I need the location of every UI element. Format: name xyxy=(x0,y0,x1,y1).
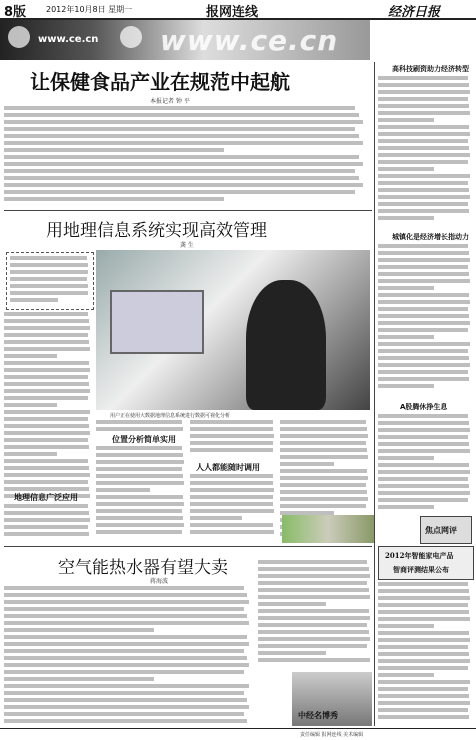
text-line xyxy=(10,256,87,260)
text-line xyxy=(258,588,369,592)
text-line xyxy=(4,106,355,110)
footer-text: 责任编辑 报网连线 美术编辑 xyxy=(300,732,364,738)
text-line xyxy=(4,593,247,597)
text-line xyxy=(4,670,244,674)
text-line xyxy=(378,659,470,663)
gis-subheading-2: 位置分析简单实用 xyxy=(112,435,176,444)
text-line xyxy=(258,560,367,564)
text-line xyxy=(4,190,355,194)
gis-subheading-3: 人人都能随时调用 xyxy=(196,463,260,472)
pull-quote xyxy=(6,252,94,310)
text-line xyxy=(4,487,89,491)
banner-big-text: www.ce.cn xyxy=(160,24,339,57)
text-line xyxy=(4,162,363,166)
text-line xyxy=(280,490,367,494)
text-line xyxy=(4,340,89,344)
text-line xyxy=(4,354,57,358)
heater-article-title: 空气能热水器有望大卖 xyxy=(58,558,228,578)
text-line xyxy=(378,596,470,600)
text-line xyxy=(4,600,249,604)
text-line xyxy=(378,582,468,586)
text-line xyxy=(4,691,244,695)
text-line xyxy=(4,396,88,400)
text-line xyxy=(258,602,326,606)
text-line xyxy=(280,469,367,473)
gis-col1b-body xyxy=(4,504,92,544)
text-line xyxy=(378,435,468,439)
text-line xyxy=(4,466,89,470)
text-line xyxy=(258,630,369,634)
text-line xyxy=(280,427,367,431)
text-line xyxy=(280,420,366,424)
page-number: 8版 xyxy=(4,5,27,20)
text-line xyxy=(280,497,368,501)
text-line xyxy=(190,509,274,513)
text-line xyxy=(4,312,88,316)
text-line xyxy=(378,363,470,367)
text-line xyxy=(258,567,369,571)
text-line xyxy=(4,712,244,716)
text-line xyxy=(378,377,469,381)
text-line xyxy=(378,188,469,192)
text-line xyxy=(190,502,273,506)
text-line xyxy=(378,463,469,467)
text-line xyxy=(4,607,244,611)
text-line xyxy=(4,698,247,702)
gis-photo xyxy=(96,250,370,410)
text-line xyxy=(378,384,434,388)
text-line xyxy=(190,474,273,478)
text-line xyxy=(378,645,468,649)
text-line xyxy=(378,300,470,304)
text-line xyxy=(4,518,90,522)
text-line xyxy=(4,361,89,365)
text-line xyxy=(4,169,355,173)
text-line xyxy=(378,125,469,129)
text-line xyxy=(378,449,470,453)
text-line xyxy=(4,417,88,421)
text-line xyxy=(378,202,468,206)
text-line xyxy=(378,83,469,87)
text-line xyxy=(378,321,470,325)
text-line xyxy=(96,427,183,431)
text-line xyxy=(378,90,470,94)
text-line xyxy=(378,652,469,656)
text-line xyxy=(378,680,470,684)
text-line xyxy=(378,118,434,122)
text-line xyxy=(190,488,274,492)
text-line xyxy=(4,382,89,386)
globe-icon xyxy=(8,26,30,48)
text-line xyxy=(4,525,88,529)
lead-article-body xyxy=(4,106,370,206)
text-line xyxy=(378,610,469,614)
text-line xyxy=(4,431,90,435)
gis-col3a-body xyxy=(190,420,276,460)
text-line xyxy=(378,477,468,481)
blog-logo-text: 中经名博秀 xyxy=(298,711,338,720)
lead-article-title: 让保健食品产业在规范中起航 xyxy=(30,70,290,94)
lead-article-byline: 本报记者 钟 平 xyxy=(150,98,190,105)
text-line xyxy=(4,473,90,477)
appliance-box xyxy=(378,546,474,580)
text-line xyxy=(190,420,273,424)
text-line xyxy=(4,459,88,463)
text-line xyxy=(4,677,154,681)
text-line xyxy=(378,631,469,635)
text-line xyxy=(190,441,273,445)
website-banner xyxy=(0,20,370,60)
text-line xyxy=(4,375,88,379)
text-line xyxy=(10,277,87,281)
text-line xyxy=(378,314,469,318)
text-line xyxy=(4,113,359,117)
text-line xyxy=(190,481,273,485)
newspaper-masthead: 经济日报 xyxy=(388,5,441,20)
section-divider xyxy=(4,210,372,211)
gis-col2b-body xyxy=(96,446,186,542)
text-line xyxy=(378,244,468,248)
right-box1-title: 高科技刷资助力经济转型 xyxy=(392,65,469,73)
text-line xyxy=(378,442,469,446)
text-line xyxy=(378,328,468,332)
text-line xyxy=(378,195,470,199)
text-line xyxy=(378,286,434,290)
text-line xyxy=(4,663,249,667)
text-line xyxy=(378,673,434,677)
text-line xyxy=(4,347,90,351)
text-line xyxy=(378,293,469,297)
text-line xyxy=(378,589,469,593)
text-line xyxy=(378,146,469,150)
text-line xyxy=(4,628,154,632)
text-line xyxy=(378,272,469,276)
section-title: 报网连线 xyxy=(206,5,259,20)
text-line xyxy=(378,687,468,691)
text-line xyxy=(378,666,468,670)
text-line xyxy=(4,127,355,131)
text-line xyxy=(280,504,366,508)
text-line xyxy=(378,624,434,628)
text-line xyxy=(96,460,184,464)
text-line xyxy=(4,656,247,660)
gis-col1-body xyxy=(4,312,92,502)
right-box4-body xyxy=(378,582,472,726)
right-box4-title: 2012年智能家电产品 xyxy=(385,551,454,560)
text-line xyxy=(4,480,88,484)
text-line xyxy=(4,719,247,723)
heater-side-body xyxy=(258,560,372,670)
text-line xyxy=(258,574,370,578)
text-line xyxy=(280,441,366,445)
text-line xyxy=(10,298,58,302)
text-line xyxy=(4,445,89,449)
gis-article-title: 用地理信息系统实现高效管理 xyxy=(46,221,267,241)
text-line xyxy=(4,614,247,618)
banner-url: www.ce.cn xyxy=(38,34,99,45)
text-line xyxy=(378,132,470,136)
text-line xyxy=(378,694,469,698)
text-line xyxy=(4,586,244,590)
text-line xyxy=(4,642,249,646)
text-line xyxy=(10,291,88,295)
right-box2-body xyxy=(378,244,472,394)
text-line xyxy=(4,621,249,625)
text-line xyxy=(4,452,57,456)
text-line xyxy=(378,153,470,157)
section-divider-2 xyxy=(4,546,372,547)
heater-article-body xyxy=(4,586,254,726)
text-line xyxy=(4,148,224,152)
text-line xyxy=(378,638,470,642)
text-line xyxy=(378,181,468,185)
promo-graphic xyxy=(282,515,374,543)
text-line xyxy=(96,516,183,520)
text-line xyxy=(378,421,469,425)
blog-logo-box xyxy=(292,672,372,726)
text-line xyxy=(190,516,242,520)
text-line xyxy=(258,581,367,585)
text-line xyxy=(4,326,90,330)
text-line xyxy=(4,424,89,428)
text-line xyxy=(378,209,469,213)
text-line xyxy=(378,76,468,80)
text-line xyxy=(378,342,470,346)
text-line xyxy=(280,462,334,466)
text-line xyxy=(280,455,368,459)
text-line xyxy=(4,705,249,709)
text-line xyxy=(280,434,368,438)
issue-date: 2012年10月8日 星期一 xyxy=(46,5,133,14)
circle-icon xyxy=(120,26,142,48)
text-line xyxy=(378,111,470,115)
right-box2-title: 城镇化是经济增长指动力 xyxy=(392,233,469,241)
text-line xyxy=(378,708,468,712)
text-line xyxy=(4,319,89,323)
right-box1-body xyxy=(378,76,472,226)
text-line xyxy=(378,505,434,509)
gis-article-byline: 龚 生 xyxy=(180,242,194,249)
text-line xyxy=(378,715,469,719)
text-line xyxy=(378,498,468,502)
text-line xyxy=(258,651,326,655)
text-line xyxy=(378,97,468,101)
person-shape xyxy=(246,280,326,410)
text-line xyxy=(258,595,370,599)
focus-logo xyxy=(420,516,472,544)
text-line xyxy=(4,504,88,508)
text-line xyxy=(96,530,182,534)
text-line xyxy=(378,617,470,621)
page-footer xyxy=(0,728,476,740)
text-line xyxy=(96,481,184,485)
right-box3-body xyxy=(378,414,472,514)
text-line xyxy=(4,197,224,201)
text-line xyxy=(378,160,468,164)
text-line xyxy=(258,609,369,613)
text-line xyxy=(96,467,182,471)
text-line xyxy=(378,279,470,283)
text-line xyxy=(378,258,470,262)
text-line xyxy=(378,414,468,418)
text-line xyxy=(4,438,88,442)
monitor-shape xyxy=(110,290,204,354)
text-line xyxy=(378,456,434,460)
text-line xyxy=(96,474,183,478)
heater-article-byline: 蒋海波 xyxy=(150,578,169,585)
text-line xyxy=(96,488,150,492)
text-line xyxy=(96,495,183,499)
text-line xyxy=(96,453,183,457)
text-line xyxy=(258,637,370,641)
text-line xyxy=(96,446,182,450)
text-line xyxy=(258,644,367,648)
text-line xyxy=(280,476,368,480)
right-box4-sub: 智商评测结果公布 xyxy=(393,565,449,574)
text-line xyxy=(280,483,366,487)
text-line xyxy=(378,216,434,220)
text-line xyxy=(378,428,470,432)
text-line xyxy=(190,434,274,438)
text-line xyxy=(4,176,359,180)
text-line xyxy=(4,155,359,159)
text-line xyxy=(378,335,434,339)
gis-photo-caption: 用户正在使用大数据地理信息系统进行数据可视化分析 xyxy=(110,413,231,419)
right-box3-title: A股腾休挣生息 xyxy=(400,403,448,411)
text-line xyxy=(378,167,434,171)
text-line xyxy=(378,356,469,360)
text-line xyxy=(96,420,182,424)
text-line xyxy=(4,183,363,187)
text-line xyxy=(378,104,469,108)
text-line xyxy=(96,509,182,513)
page-header xyxy=(0,0,476,20)
text-line xyxy=(4,511,89,515)
text-line xyxy=(378,470,470,474)
text-line xyxy=(4,368,90,372)
text-line xyxy=(378,174,470,178)
text-line xyxy=(190,523,273,527)
column-divider xyxy=(374,62,375,726)
text-line xyxy=(378,603,468,607)
text-line xyxy=(258,623,367,627)
focus-logo-text: 焦点网评 xyxy=(425,526,457,535)
text-line xyxy=(4,649,244,653)
text-line xyxy=(4,403,57,407)
text-line xyxy=(96,502,184,506)
text-line xyxy=(280,448,367,452)
text-line xyxy=(10,263,88,267)
text-line xyxy=(378,139,468,143)
text-line xyxy=(4,333,88,337)
text-line xyxy=(4,410,90,414)
text-line xyxy=(190,448,273,452)
text-line xyxy=(378,370,468,374)
text-line xyxy=(190,495,273,499)
text-line xyxy=(378,484,469,488)
text-line xyxy=(96,523,184,527)
text-line xyxy=(378,251,469,255)
text-line xyxy=(378,265,468,269)
text-line xyxy=(4,635,247,639)
gis-col3b-body xyxy=(190,474,276,542)
text-line xyxy=(4,684,249,688)
text-line xyxy=(378,491,470,495)
text-line xyxy=(190,530,274,534)
text-line xyxy=(10,284,88,288)
text-line xyxy=(190,427,273,431)
gis-subheading-1: 地理信息广泛应用 xyxy=(14,493,78,502)
text-line xyxy=(4,120,363,124)
text-line xyxy=(378,701,470,705)
text-line xyxy=(4,134,359,138)
text-line xyxy=(10,270,88,274)
text-line xyxy=(258,658,370,662)
text-line xyxy=(258,616,370,620)
text-line xyxy=(4,141,363,145)
text-line xyxy=(4,389,90,393)
text-line xyxy=(378,349,468,353)
text-line xyxy=(4,532,89,536)
text-line xyxy=(378,307,468,311)
